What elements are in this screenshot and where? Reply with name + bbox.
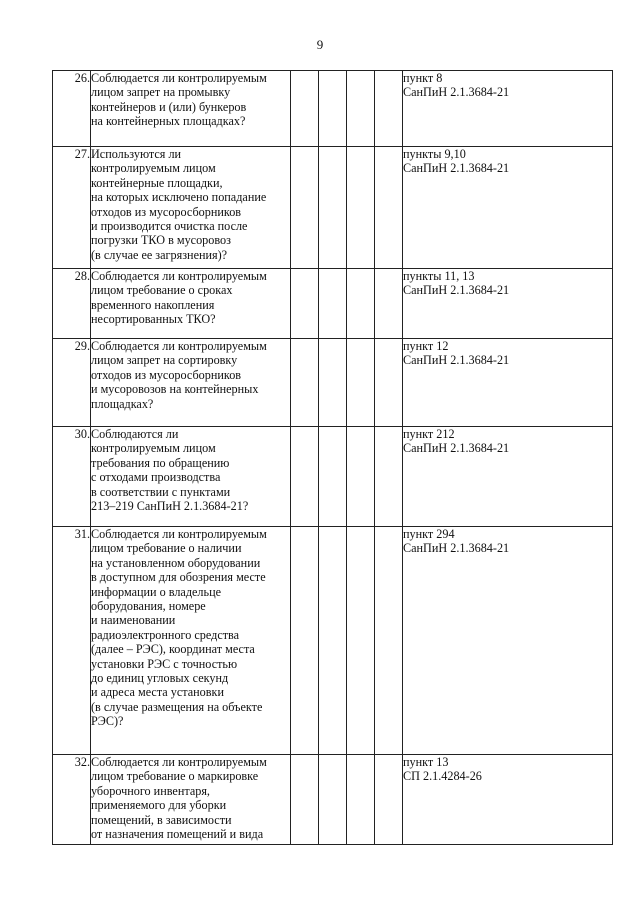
question-line: требования по обращению (91, 455, 230, 470)
question-line: на установленном оборудовании (91, 555, 261, 570)
reference-line: пункт 212 (403, 427, 455, 441)
reference-line: пункт 8 (403, 71, 443, 85)
reference-line: пункт 294 (403, 527, 455, 541)
question-line: Соблюдаются ли (91, 427, 179, 441)
answer-cell (319, 427, 347, 527)
table-row (53, 755, 613, 845)
question-line: лицом требование о сроках (91, 283, 233, 298)
question-line: контейнерные площадки, (91, 175, 223, 190)
checklist-table (52, 70, 613, 845)
reference-line: СанПиН 2.1.3684-21 (403, 161, 510, 176)
question-line: несортированных ТКО? (91, 312, 216, 327)
row-number: 26. (53, 71, 91, 147)
question-line: от назначения помещений и вида (91, 827, 264, 842)
reference-cell (403, 71, 613, 147)
question-line: Соблюдается ли контролируемым (91, 527, 267, 541)
answer-cell (319, 147, 347, 269)
question-line: уборочного инвентаря, (91, 783, 210, 798)
reference-line: пункт 12 (403, 339, 449, 353)
question-line: отходов из мусоросборников (91, 367, 242, 382)
question-line: Соблюдается ли контролируемым (91, 755, 267, 769)
answer-cell (291, 147, 319, 269)
answer-cell (375, 71, 403, 147)
question-line: РЭС)? (91, 714, 124, 729)
answer-cell (375, 147, 403, 269)
question-line: контролируемым лицом (91, 161, 216, 176)
reference-line: СП 2.1.4284-26 (403, 769, 482, 784)
question-line: площадках? (91, 396, 154, 411)
answer-cell (291, 527, 319, 755)
answer-cell (375, 427, 403, 527)
question-cell (91, 527, 291, 755)
question-line: отходов из мусоросборников (91, 204, 242, 219)
row-number: 32. (53, 755, 91, 845)
answer-cell (375, 269, 403, 339)
answer-cell (347, 755, 375, 845)
row-number: 30. (53, 427, 91, 527)
answer-cell (319, 269, 347, 339)
answer-cell (319, 755, 347, 845)
answer-cell (291, 427, 319, 527)
question-line: оборудования, номере (91, 599, 206, 614)
question-line: применяемого для уборки (91, 798, 227, 813)
page-number: 9 (316, 37, 324, 52)
table-row (53, 71, 613, 147)
answer-cell (347, 339, 375, 427)
table-row (53, 147, 613, 269)
answer-cell (347, 427, 375, 527)
answer-cell (319, 71, 347, 147)
row-number: 29. (53, 339, 91, 427)
answer-cell (291, 755, 319, 845)
question-line: погрузки ТКО в мусоровоз (91, 233, 231, 248)
answer-cell (347, 269, 375, 339)
question-line: в доступном для обозрения месте (91, 570, 266, 585)
reference-cell (403, 755, 613, 845)
answer-cell (347, 147, 375, 269)
question-line: лицом запрет на сортировку (91, 353, 238, 368)
question-line: 213–219 СанПиН 2.1.3684-21? (91, 499, 249, 514)
reference-line: СанПиН 2.1.3684-21 (403, 541, 510, 556)
question-line: (в случае ее загрязнения)? (91, 247, 228, 262)
reference-cell (403, 147, 613, 269)
answer-cell (291, 339, 319, 427)
answer-cell (375, 527, 403, 755)
question-cell (91, 269, 291, 339)
question-line: с отходами производства (91, 470, 221, 485)
question-line: Соблюдается ли контролируемым (91, 71, 267, 85)
row-number: 27. (53, 147, 91, 269)
answer-cell (375, 339, 403, 427)
answer-cell (347, 527, 375, 755)
question-line: и мусоровозов на контейнерных (91, 382, 259, 397)
question-cell (91, 427, 291, 527)
question-line: на контейнерных площадках? (91, 114, 246, 129)
table-row (53, 427, 613, 527)
question-line: и производится очистка после (91, 219, 248, 234)
question-line: лицом требование о маркировке (91, 769, 259, 784)
answer-cell (319, 527, 347, 755)
answer-cell (291, 269, 319, 339)
answer-cell (291, 71, 319, 147)
table-row (53, 269, 613, 339)
reference-line: пункт 13 (403, 755, 449, 769)
question-line: Соблюдается ли контролируемым (91, 339, 267, 353)
question-line: (в случае размещения на объекте (91, 699, 263, 714)
question-cell (91, 71, 291, 147)
reference-cell (403, 269, 613, 339)
answer-cell (319, 339, 347, 427)
reference-line: СанПиН 2.1.3684-21 (403, 85, 510, 100)
question-line: контейнеров и (или) бункеров (91, 99, 247, 114)
reference-line: пункты 9,10 (403, 147, 466, 161)
question-line: лицом запрет на промывку (91, 85, 231, 100)
question-cell (91, 755, 291, 845)
question-cell (91, 147, 291, 269)
question-cell (91, 339, 291, 427)
reference-line: пункты 11, 13 (403, 269, 475, 283)
reference-line: СанПиН 2.1.3684-21 (403, 353, 510, 368)
question-line: и наименовании (91, 613, 176, 628)
question-line: (далее – РЭС), координат места (91, 642, 255, 657)
row-number: 31. (53, 527, 91, 755)
reference-cell (403, 527, 613, 755)
reference-cell (403, 339, 613, 427)
row-number: 28. (53, 269, 91, 339)
question-line: информации о владельце (91, 584, 222, 599)
question-line: временного накопления (91, 297, 215, 312)
question-line: установки РЭС с точностью (91, 656, 238, 671)
reference-line: СанПиН 2.1.3684-21 (403, 441, 510, 456)
question-line: контролируемым лицом (91, 441, 216, 456)
question-line: лицом требование о наличии (91, 541, 242, 556)
answer-cell (375, 755, 403, 845)
reference-cell (403, 427, 613, 527)
question-line: на которых исключено попадание (91, 190, 267, 205)
question-line: и адреса места установки (91, 685, 224, 700)
question-line: в соответствии с пунктами (91, 484, 231, 499)
answer-cell (347, 71, 375, 147)
question-line: Соблюдается ли контролируемым (91, 269, 267, 283)
table-row (53, 339, 613, 427)
question-line: радиоэлектронного средства (91, 627, 240, 642)
question-line: помещений, в зависимости (91, 812, 232, 827)
reference-line: СанПиН 2.1.3684-21 (403, 283, 510, 298)
question-line: до единиц угловых секунд (91, 671, 229, 686)
question-line: Используются ли (91, 147, 182, 161)
table-row (53, 527, 613, 755)
